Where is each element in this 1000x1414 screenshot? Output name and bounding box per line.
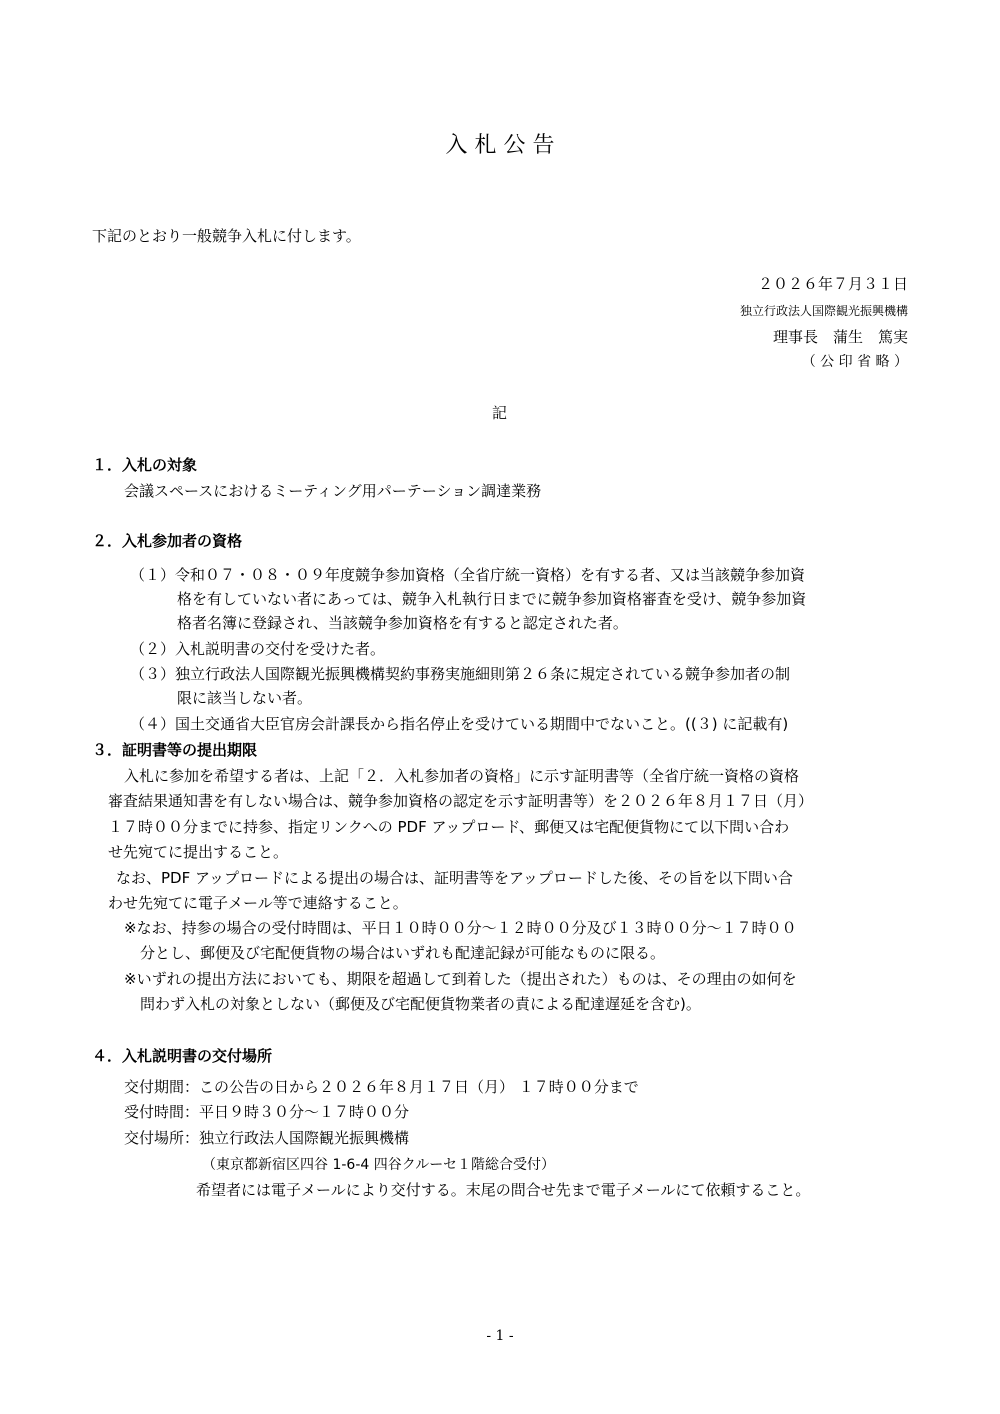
section-4-line: 受付時間：平日９時３０分～１７時００分 (124, 1103, 410, 1121)
section-2-item-3-line: 限に該当しない者。 (177, 689, 313, 707)
ki-marker: 記 (492, 404, 508, 422)
section-3-paragraph-line: わせ先宛てに電子メール等で連絡すること。 (108, 894, 408, 912)
page-title: 入 札 公 告 (445, 133, 555, 158)
section-1-heading: １．入札の対象 (92, 456, 198, 474)
section-1-body: 会議スペースにおけるミーティング用パーテーション調達業務 (124, 482, 542, 500)
organization-name: 独立行政法人国際観光振興機構 (739, 304, 908, 318)
intro-text: 下記のとおり一般競争入札に付します。 (92, 227, 361, 245)
section-4-line: 交付期間：この公告の日から２０２６年８月１７日（月） １７時００分まで (124, 1078, 639, 1096)
section-2-item-1-line: 格者名簿に登録され、当該競争参加資格を有すると認定された者。 (177, 614, 628, 632)
section-2-item-1-line: 格を有していない者にあっては、競争入札執行日までに競争参加資格審査を受け、競争参加資 (177, 590, 807, 608)
section-2-heading: ２．入札参加者の資格 (92, 532, 243, 550)
section-3-heading: ３．証明書等の提出期限 (92, 741, 258, 759)
section-2-item-3-line: （３）独立行政法人国際観光振興機構契約事務実施細則第２６条に規定されている競争参加者の制 (130, 665, 791, 683)
section-3-paragraph-line: 審査結果通知書を有しない場合は、競争参加資格の認定を示す証明書等）を２０２６年８月１７日（月） (108, 792, 814, 810)
section-2-item-1-line: （１）令和０７・０８・０９年度競争参加資格（全省庁統一資格）を有する者、又は当該競争参加資 (130, 566, 806, 584)
section-3-paragraph-line: 入札に参加を希望する者は、上記「２．入札参加者の資格」に示す証明書等（全省庁統一資格の資格 (124, 767, 800, 785)
section-4-heading: ４．入札説明書の交付場所 (92, 1047, 273, 1065)
section-4-line: 希望者には電子メールにより交付する。末尾の問合せ先まで電子メールにて依頼すること。 (196, 1181, 811, 1199)
date: ２０２６年７月３１日 (757, 275, 908, 293)
section-4-address: （東京都新宿区四谷 1-6-4 四谷クルーセ１階総合受付） (202, 1157, 556, 1173)
section-3-paragraph-line: せ先宛てに提出すること。 (108, 843, 289, 861)
section-3-note-line: 分とし、郵便及び宅配便貨物の場合はいずれも配達記録が可能なものに限る。 (140, 944, 666, 962)
section-3-note-line: 問わず入札の対象としない（郵便及び宅配便貨物業者の責による配達遅延を含む)。 (140, 995, 701, 1013)
section-2-item-4: （４）国土交通省大臣官房会計課長から指名停止を受けている期間中でないこと。((３) に記載有) (130, 715, 789, 733)
section-4-line: 交付場所：独立行政法人国際観光振興機構 (124, 1129, 410, 1147)
section-3-note-line: ※いずれの提出方法においても、期限を超過して到着した（提出された）ものは、その理由の如何を (124, 970, 797, 988)
section-2-item-2: （２）入札説明書の交付を受けた者。 (130, 640, 386, 658)
section-3-note-line: ※なお、持参の場合の受付時間は、平日１０時００分～１２時００分及び１３時００分～１７時００ (124, 919, 797, 937)
chair-name: 理事長 蒲生 篤実 (772, 328, 908, 346)
seal-omitted-note: （ 公 印 省 略 ） (801, 354, 908, 370)
section-3-paragraph-line: １７時００分までに持参、指定リンクへの PDF アップロード、郵便又は宅配便貨物にて以下問い合わ (108, 818, 790, 836)
section-3-paragraph-line: なお、PDF アップロードによる提出の場合は、証明書等をアップロードした後、その旨を以下問い合 (116, 869, 793, 887)
page-number: - 1 - (486, 1328, 514, 1344)
